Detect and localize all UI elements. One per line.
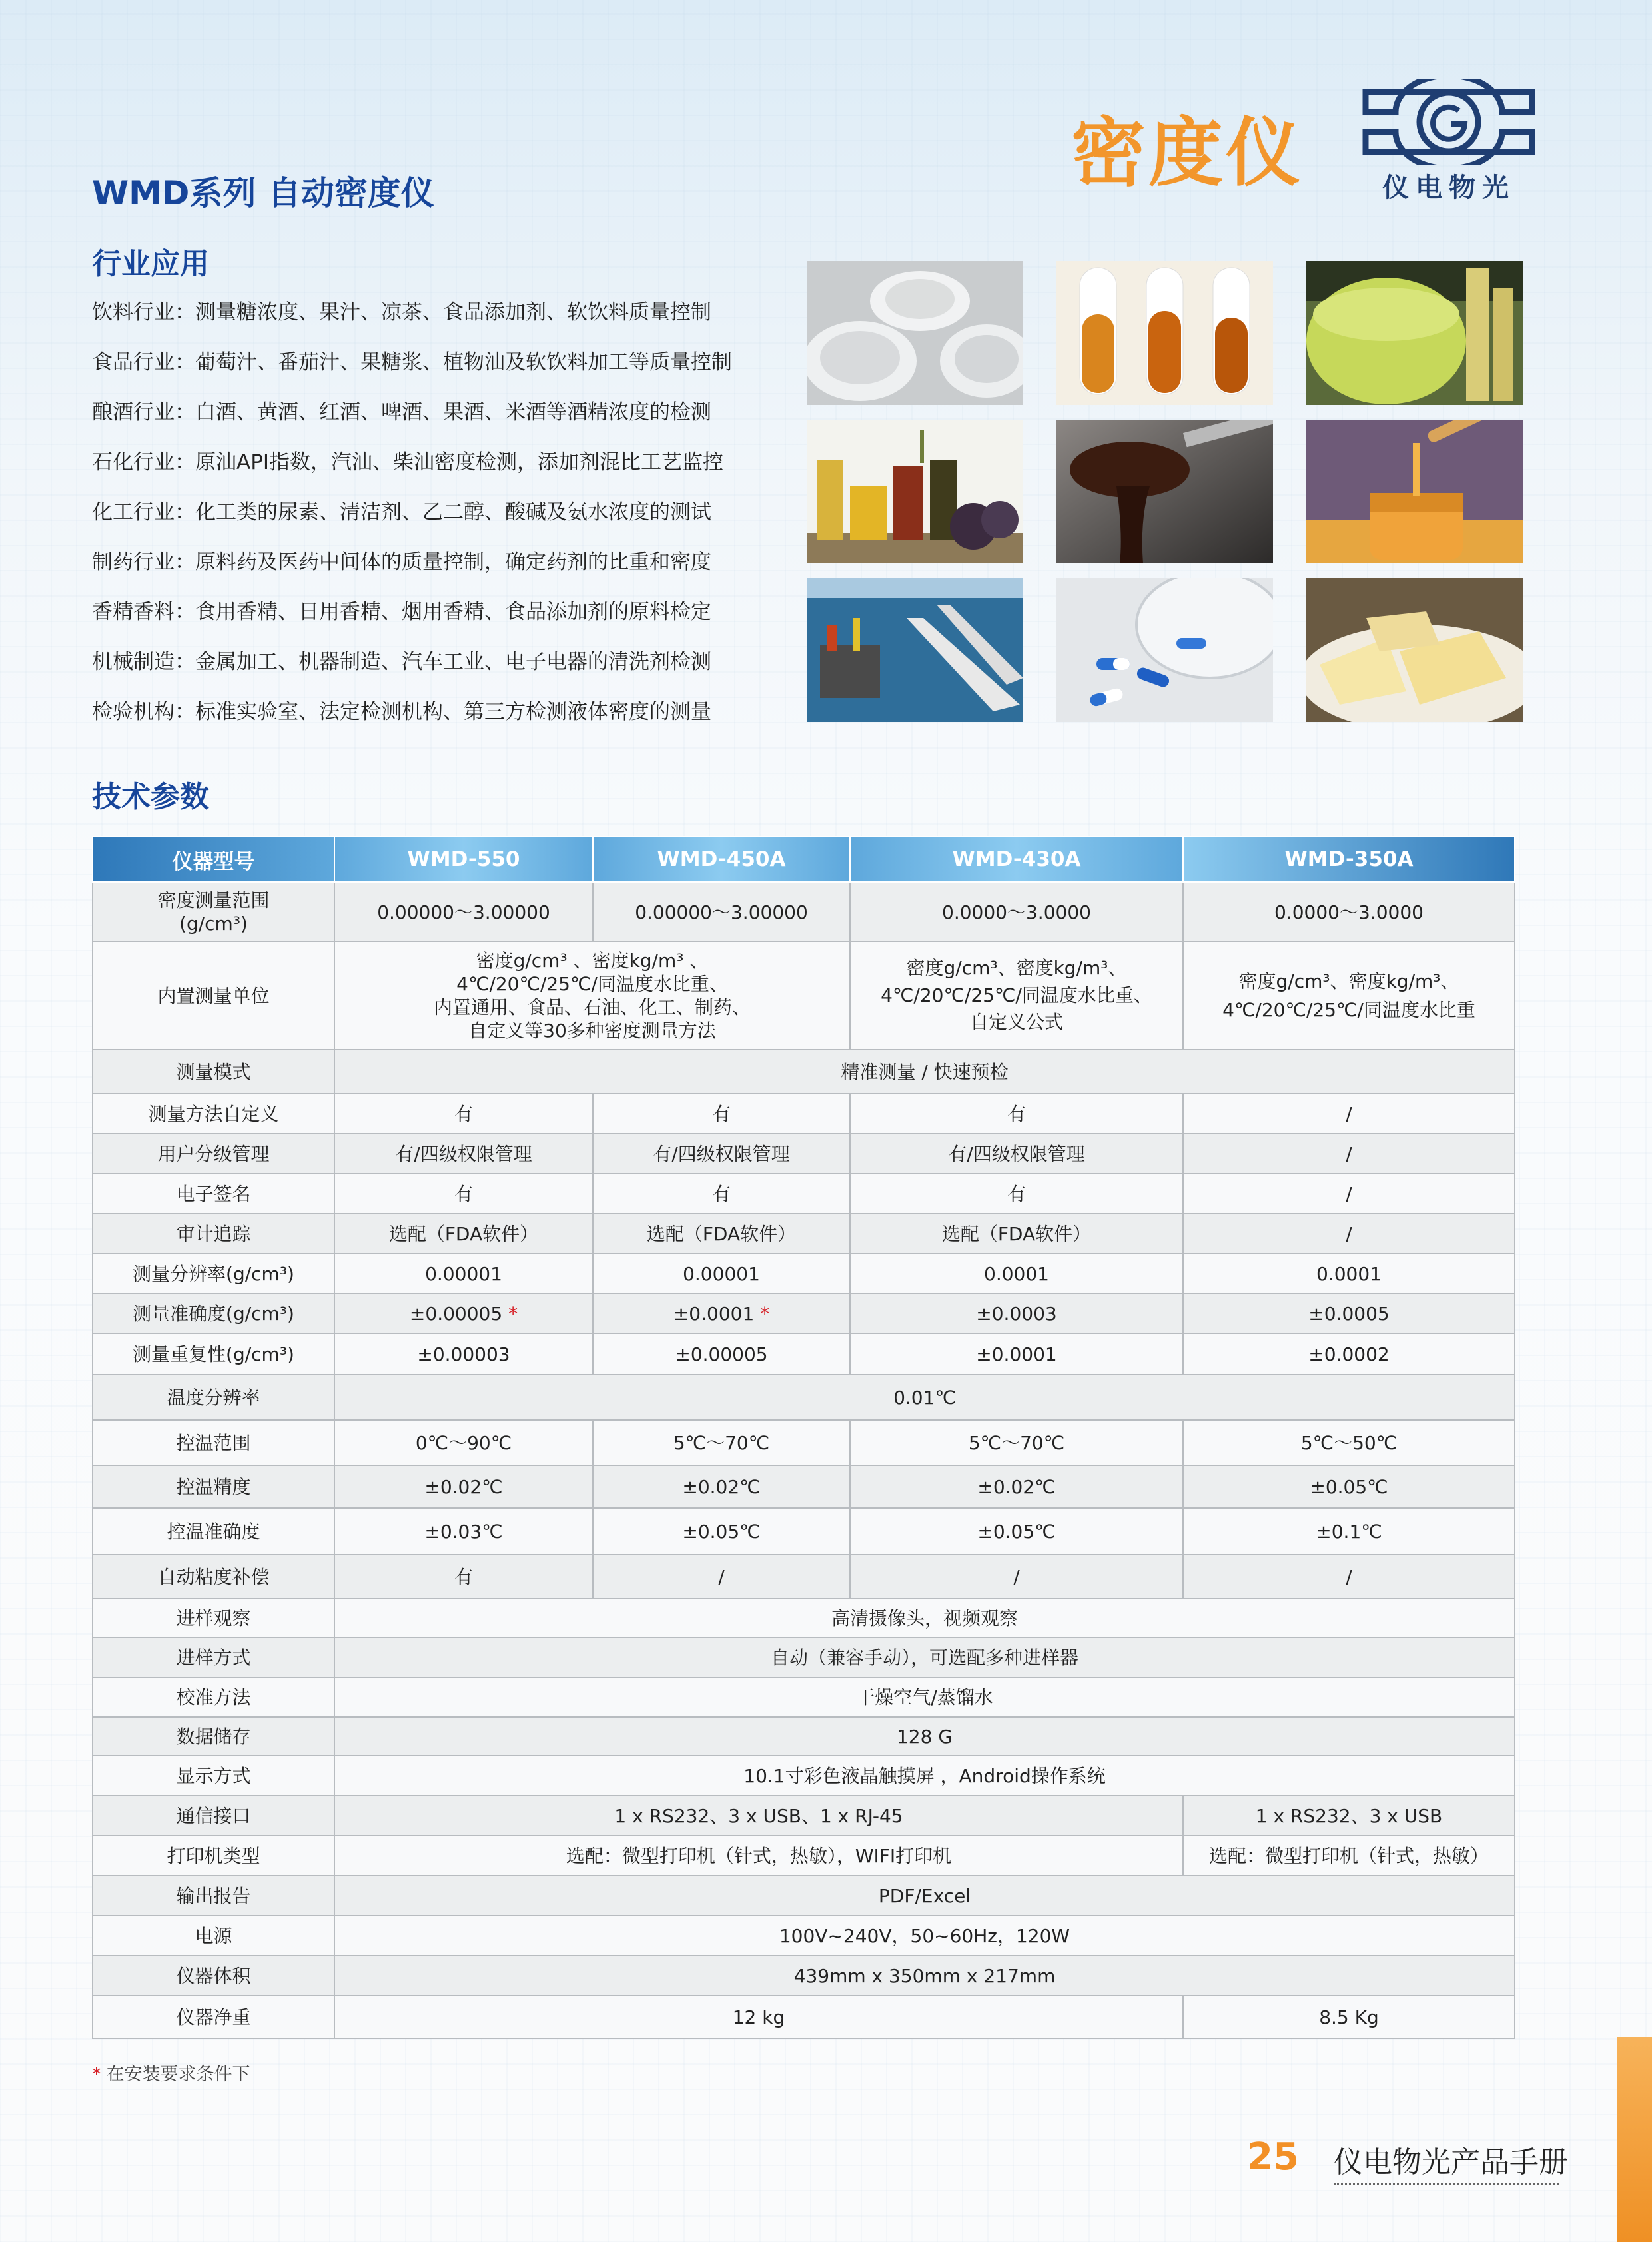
cell-line: 内置通用、食品、石油、化工、制药、 xyxy=(433,996,751,1018)
table-cell: / xyxy=(1183,1555,1515,1599)
cell-line: 密度g/cm³、密度kg/m³、 xyxy=(1238,970,1459,992)
row-label: 测量模式 xyxy=(93,1050,334,1094)
page-title: WMD系列 自动密度仪 xyxy=(92,174,434,212)
table-cell: 5℃～70℃ xyxy=(850,1420,1183,1465)
table-cell: ±0.05℃ xyxy=(593,1508,850,1555)
footer-divider xyxy=(1334,2183,1559,2185)
table-cell: 选配（FDA软件） xyxy=(334,1214,593,1254)
table-row xyxy=(93,1465,1515,1508)
row-label: 显示方式 xyxy=(93,1756,334,1796)
page-number: 25 xyxy=(1247,2135,1299,2179)
white-powder-dishes-image xyxy=(807,261,1023,405)
table-row xyxy=(93,1677,1515,1717)
table-row xyxy=(93,1599,1515,1637)
table-cell: 有 xyxy=(593,1174,850,1214)
table-cell: / xyxy=(1183,1214,1515,1254)
footnote xyxy=(92,2059,250,2085)
row-label: 校准方法 xyxy=(93,1677,334,1717)
row-label: 进样观察 xyxy=(93,1599,334,1637)
table-cell: 0.0001 xyxy=(1183,1254,1515,1294)
row-label-line: (g/cm³) xyxy=(179,913,248,934)
table-row xyxy=(93,1050,1515,1094)
table-row xyxy=(93,1916,1515,1956)
table-cell: ±0.03℃ xyxy=(334,1508,593,1555)
table-cell: 选配（FDA软件） xyxy=(850,1214,1183,1254)
table-header-row xyxy=(93,837,1515,882)
table-row xyxy=(93,942,1515,1050)
cell-line: 自定义公式 xyxy=(969,1011,1063,1034)
table-cell: ±0.02℃ xyxy=(334,1465,593,1508)
table-cell: 选配（FDA软件） xyxy=(593,1214,850,1254)
table-cell: 0.01℃ xyxy=(334,1375,1515,1420)
table-cell: 自动（兼容手动），可选配多种进样器 xyxy=(334,1637,1515,1677)
table-cell: / xyxy=(593,1555,850,1599)
table-cell: 有/四级权限管理 xyxy=(334,1134,593,1174)
table-cell: 有 xyxy=(593,1094,850,1134)
table-cell: 0.0000～3.0000 xyxy=(850,882,1183,942)
table-cell: 0.00000～3.00000 xyxy=(593,882,850,942)
table-cell: 439mm x 350mm x 217mm xyxy=(334,1956,1515,1996)
table-cell: ±0.0005 xyxy=(1183,1294,1515,1333)
cell-line: 4℃/20℃/25℃/同温度水比重、 xyxy=(456,973,728,995)
logo-text: 仪电物光 xyxy=(1382,173,1515,203)
table-cell: ±0.0001 xyxy=(850,1333,1183,1375)
industry-item: 化工行业：化工类的尿素、清洁剂、乙二醇、酸碱及氨水浓度的测试 xyxy=(92,500,711,524)
table-cell: 0.00001 xyxy=(334,1254,593,1294)
table-cell: 0.0001 xyxy=(850,1254,1183,1294)
table-row xyxy=(93,1555,1515,1599)
table-cell: / xyxy=(1183,1134,1515,1174)
table-cell: 1 x RS232、3 x USB xyxy=(1183,1796,1515,1836)
table-cell xyxy=(593,1294,850,1333)
row-label: 控温准确度 xyxy=(93,1508,334,1555)
col-header: WMD-450A xyxy=(593,837,850,882)
table-cell: ±0.00003 xyxy=(334,1333,593,1375)
row-label: 用户分级管理 xyxy=(93,1134,334,1174)
table-cell: 有 xyxy=(334,1094,593,1134)
footnote-mark: * xyxy=(760,1302,770,1325)
table-cell: 128 G xyxy=(334,1717,1515,1756)
blue-white-capsules-image xyxy=(1056,578,1273,722)
row-label: 打印机类型 xyxy=(93,1836,334,1876)
side-accent-bar xyxy=(1617,2037,1652,2242)
col-header: WMD-550 xyxy=(334,837,593,882)
table-cell: 干燥空气/蒸馏水 xyxy=(334,1677,1515,1717)
footnote-mark: * xyxy=(92,2064,101,2085)
row-label: 控温范围 xyxy=(93,1420,334,1465)
table-row xyxy=(93,1134,1515,1174)
table-row xyxy=(93,1876,1515,1916)
table-row xyxy=(93,1254,1515,1294)
table-cell: 1 x RS232、3 x USB、1 x RJ-45 xyxy=(334,1796,1183,1836)
table-cell xyxy=(1183,942,1515,1050)
industry-item: 酿酒行业：白酒、黄酒、红酒、啤酒、果酒、米酒等酒精浓度的检测 xyxy=(92,400,711,424)
category-title: 密度仪 xyxy=(1071,110,1303,196)
cell-line: 4℃/20℃/25℃/同温度水比重、 xyxy=(881,984,1152,1006)
row-label: 内置测量单位 xyxy=(93,942,334,1050)
table-row xyxy=(93,1996,1515,2038)
row-label: 仪器净重 xyxy=(93,1996,334,2038)
industry-item: 检验机构：标准实验室、法定检测机构、第三方检测液体密度的测量 xyxy=(92,700,711,724)
table-row xyxy=(93,1956,1515,1996)
table-cell: ±0.00005 xyxy=(593,1333,850,1375)
industry-item: 饮料行业：测量糖浓度、果汁、凉茶、食品添加剂、软饮料质量控制 xyxy=(92,300,711,324)
table-cell: ±0.02℃ xyxy=(850,1465,1183,1508)
table-row xyxy=(93,1717,1515,1756)
row-label: 数据储存 xyxy=(93,1717,334,1756)
row-label: 测量分辨率(g/cm³) xyxy=(93,1254,334,1294)
col-header: WMD-430A xyxy=(850,837,1183,882)
industry-list xyxy=(92,288,785,737)
row-label-line: 密度测量范围 xyxy=(157,889,270,911)
row-label: 测量重复性(g/cm³) xyxy=(93,1333,334,1375)
col-header: WMD-350A xyxy=(1183,837,1515,882)
table-row xyxy=(93,1214,1515,1254)
table-cell: 选配：微型打印机（针式，热敏） xyxy=(1183,1836,1515,1876)
applications-heading: 行业应用 xyxy=(92,247,209,281)
table-row xyxy=(93,1637,1515,1677)
row-label: 电源 xyxy=(93,1916,334,1956)
table-cell: ±0.0002 xyxy=(1183,1333,1515,1375)
spec-table xyxy=(92,836,1515,2039)
cell-line: 4℃/20℃/25℃/同温度水比重 xyxy=(1222,999,1475,1021)
cell-value: ±0.0001 xyxy=(673,1302,755,1325)
table-cell: 有 xyxy=(850,1094,1183,1134)
industry-item: 制药行业：原料药及医药中间体的质量控制，确定药剂的比重和密度 xyxy=(92,550,711,574)
table-cell: 0.00000～3.00000 xyxy=(334,882,593,942)
table-row xyxy=(93,1508,1515,1555)
industry-item: 石化行业：原油API指数，汽油、柴油密度检测，添加剂混比工艺监控 xyxy=(92,450,724,474)
table-row xyxy=(93,1375,1515,1420)
table-row xyxy=(93,1756,1515,1796)
row-label: 输出报告 xyxy=(93,1876,334,1916)
table-cell: / xyxy=(1183,1174,1515,1214)
cell-line: 密度g/cm³、密度kg/m³、 xyxy=(906,957,1127,980)
cheese-platter-image xyxy=(1306,578,1523,722)
specs-heading: 技术参数 xyxy=(92,780,209,814)
row-label: 审计追踪 xyxy=(93,1214,334,1254)
cell-line: 密度g/cm³ 、密度kg/m³ 、 xyxy=(476,950,709,972)
row-label: 测量准确度(g/cm³) xyxy=(93,1294,334,1333)
row-label: 控温精度 xyxy=(93,1465,334,1508)
footnote-mark: * xyxy=(508,1302,518,1325)
table-row xyxy=(93,1333,1515,1375)
table-cell: 精准测量 / 快速预检 xyxy=(334,1050,1515,1094)
table-row xyxy=(93,1094,1515,1134)
table-cell: 0.0000～3.0000 xyxy=(1183,882,1515,942)
table-row xyxy=(93,1420,1515,1465)
row-label xyxy=(93,882,334,942)
table-cell xyxy=(334,1294,593,1333)
table-row xyxy=(93,1174,1515,1214)
table-row xyxy=(93,1836,1515,1876)
table-cell: 12 kg xyxy=(334,1996,1183,2038)
footnote-text: 在安装要求条件下 xyxy=(106,2064,250,2085)
honey-jar-dipper-image xyxy=(1306,420,1523,563)
table-cell: 5℃～50℃ xyxy=(1183,1420,1515,1465)
table-row xyxy=(93,882,1515,942)
col-header: 仪器型号 xyxy=(93,837,334,882)
logo-emblem-icon xyxy=(1359,79,1539,165)
table-cell: ±0.1℃ xyxy=(1183,1508,1515,1555)
table-cell: ±0.05℃ xyxy=(850,1508,1183,1555)
table-cell: 有/四级权限管理 xyxy=(593,1134,850,1174)
table-cell xyxy=(334,942,850,1050)
table-cell: 选配：微型打印机（针式，热敏），WIFI打印机 xyxy=(334,1836,1183,1876)
table-cell: PDF/Excel xyxy=(334,1876,1515,1916)
row-label: 仪器体积 xyxy=(93,1956,334,1996)
row-label: 自动粘度补偿 xyxy=(93,1555,334,1599)
table-cell: 有 xyxy=(334,1174,593,1214)
row-label: 温度分辨率 xyxy=(93,1375,334,1420)
table-cell xyxy=(850,942,1183,1050)
green-juice-glass-image xyxy=(1306,261,1523,405)
table-cell: 8.5 Kg xyxy=(1183,1996,1515,2038)
table-cell: ±0.05℃ xyxy=(1183,1465,1515,1508)
row-label: 电子签名 xyxy=(93,1174,334,1214)
industry-item: 香精香料：食用香精、日用香精、烟用香精、食品添加剂的原料检定 xyxy=(92,600,711,624)
table-cell: 高清摄像头，视频观察 xyxy=(334,1599,1515,1637)
table-cell: / xyxy=(1183,1094,1515,1134)
table-cell: / xyxy=(850,1555,1183,1599)
cell-value: ±0.00005 xyxy=(409,1302,503,1325)
table-cell: 0.00001 xyxy=(593,1254,850,1294)
table-cell: ±0.0003 xyxy=(850,1294,1183,1333)
table-row xyxy=(93,1796,1515,1836)
oil-wine-bottles-image xyxy=(807,420,1023,563)
table-cell: 有 xyxy=(850,1174,1183,1214)
amber-liquid-test-tubes-image xyxy=(1056,261,1273,405)
dark-syrup-spoon-image xyxy=(1056,420,1273,563)
cell-line: 自定义等30多种密度测量方法 xyxy=(468,1020,716,1042)
industry-item: 机械制造：金属加工、机器制造、汽车工业、电子电器的清洗剂检测 xyxy=(92,650,711,674)
table-row xyxy=(93,1294,1515,1333)
table-cell: 有 xyxy=(334,1555,593,1599)
table-cell: 100V~240V，50~60Hz，120W xyxy=(334,1916,1515,1956)
table-cell: 有/四级权限管理 xyxy=(850,1134,1183,1174)
table-cell: 10.1寸彩色液晶触摸屏 ，Android操作系统 xyxy=(334,1756,1515,1796)
row-label: 测量方法自定义 xyxy=(93,1094,334,1134)
application-photo-grid xyxy=(807,261,1523,722)
table-cell: 5℃～70℃ xyxy=(593,1420,850,1465)
footer-title: 仪电物光产品手册 xyxy=(1334,2145,1568,2179)
offshore-oil-tankers-image xyxy=(807,578,1023,722)
table-cell: 0℃～90℃ xyxy=(334,1420,593,1465)
industry-item: 食品行业：葡萄汁、番茄汁、果糖浆、植物油及软饮料加工等质量控制 xyxy=(92,350,732,374)
row-label: 进样方式 xyxy=(93,1637,334,1677)
table-cell: ±0.02℃ xyxy=(593,1465,850,1508)
row-label: 通信接口 xyxy=(93,1796,334,1836)
